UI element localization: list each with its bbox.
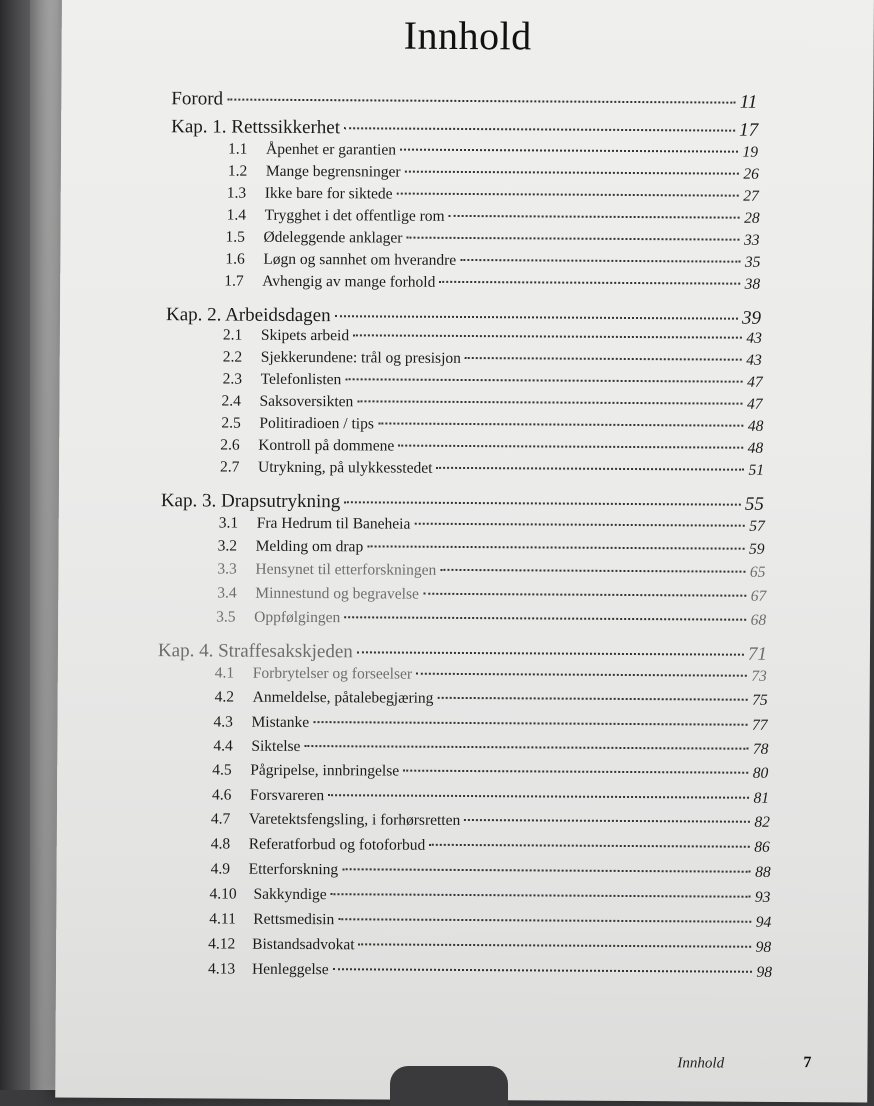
dot-leader bbox=[313, 720, 747, 726]
toc-chapter-row bbox=[171, 88, 757, 114]
toc-page-number: 38 bbox=[744, 275, 761, 293]
dot-leader bbox=[344, 500, 741, 505]
toc-page-number: 11 bbox=[739, 91, 758, 113]
toc-entry-title: Kap. 3. Drapsutrykning bbox=[160, 490, 341, 513]
toc-section-number: 1.5 bbox=[225, 228, 245, 246]
toc-entry-title: Politiradioen / tips bbox=[259, 414, 374, 433]
toc-section-number: 3.2 bbox=[217, 537, 238, 555]
dot-leader bbox=[333, 967, 752, 973]
dot-leader bbox=[423, 592, 746, 597]
toc-section-number: 3.1 bbox=[218, 514, 239, 532]
toc-section-number: 4.4 bbox=[213, 737, 233, 755]
toc-page-number: 48 bbox=[747, 439, 764, 457]
dot-leader bbox=[357, 650, 744, 655]
toc-page-number: 57 bbox=[749, 517, 765, 535]
toc-chapter-row bbox=[158, 640, 767, 666]
toc-page-number: 55 bbox=[744, 493, 764, 515]
dot-leader bbox=[328, 793, 749, 799]
page-number: 7 bbox=[803, 1054, 812, 1072]
finger-shadow bbox=[390, 1066, 508, 1106]
book-spine-shadow bbox=[0, 0, 30, 1090]
toc-section-row bbox=[218, 537, 765, 558]
page-title: Innhold bbox=[403, 12, 532, 59]
toc-entry-title: Henleggelse bbox=[251, 960, 329, 979]
toc-chapter-row bbox=[161, 490, 764, 516]
dot-leader bbox=[464, 818, 750, 823]
toc-page-number: 93 bbox=[754, 888, 771, 906]
toc-page-number: 28 bbox=[744, 209, 760, 227]
dot-leader bbox=[414, 522, 744, 527]
toc-page-number: 27 bbox=[743, 187, 759, 205]
toc-page-number: 67 bbox=[750, 587, 767, 605]
dot-leader bbox=[465, 356, 742, 361]
toc-chapter-row bbox=[171, 116, 758, 142]
toc-page-number: 80 bbox=[752, 764, 769, 782]
toc-section-number: 4.2 bbox=[214, 688, 235, 706]
toc-section-number: 4.1 bbox=[214, 664, 235, 682]
toc-section-row bbox=[215, 664, 767, 685]
toc-entry-title: Oppfølgingen bbox=[254, 608, 341, 627]
toc-section-number: 3.3 bbox=[217, 560, 237, 578]
dot-leader bbox=[344, 615, 746, 620]
dot-leader bbox=[342, 867, 750, 872]
toc-entry-title: Løgn og sannhet om hverandre bbox=[263, 250, 457, 269]
toc-section-number: 2.3 bbox=[222, 370, 243, 388]
toc-entry-title: Pågripelse, innbringelse bbox=[250, 761, 400, 780]
toc-section-row bbox=[213, 737, 768, 758]
toc-entry-title: Ødeleggende anklager bbox=[263, 228, 403, 247]
toc-page-number: 51 bbox=[748, 461, 765, 479]
toc-page-number: 77 bbox=[751, 716, 768, 734]
toc-page-number: 48 bbox=[747, 417, 764, 435]
toc-entry-title: Etterforskning bbox=[248, 860, 339, 879]
toc-section-number: 2.5 bbox=[221, 414, 241, 432]
toc-section-row bbox=[225, 229, 759, 250]
book-page bbox=[55, 0, 874, 1102]
toc-section-number: 4.6 bbox=[212, 786, 232, 804]
toc-section-number: 4.5 bbox=[212, 761, 232, 779]
toc-section-number: 4.11 bbox=[209, 910, 236, 928]
toc-section-number: 1.2 bbox=[227, 162, 248, 180]
toc-page-number: 59 bbox=[749, 540, 765, 558]
running-footer-label: Innhold bbox=[677, 1055, 725, 1072]
dot-leader bbox=[345, 377, 742, 382]
toc-section-row bbox=[219, 514, 765, 535]
dot-leader bbox=[406, 236, 739, 241]
toc-entry-title: Kap. 4. Straffesakskjeden bbox=[157, 640, 353, 663]
toc-page-number: 82 bbox=[754, 813, 770, 831]
toc-section-number: 4.13 bbox=[207, 960, 236, 978]
toc-page-number: 88 bbox=[755, 863, 771, 881]
dot-leader bbox=[403, 769, 748, 774]
dot-leader bbox=[440, 568, 745, 573]
dot-leader bbox=[429, 843, 750, 848]
toc-section-number: 2.4 bbox=[221, 392, 241, 410]
dot-leader bbox=[359, 942, 752, 947]
toc-section-number: 2.2 bbox=[222, 348, 243, 366]
dot-leader bbox=[344, 126, 735, 131]
toc-section-number: 4.7 bbox=[210, 810, 231, 828]
toc-section-row bbox=[212, 761, 768, 782]
toc-section-number: 3.5 bbox=[216, 608, 236, 626]
toc-entry-title: Hensynet til etterforskningen bbox=[255, 560, 437, 579]
toc-page-number: 65 bbox=[749, 563, 766, 581]
dot-leader bbox=[449, 214, 740, 219]
toc-section-number: 2.6 bbox=[220, 436, 240, 454]
toc-entry-title: Bistandsadvokat bbox=[252, 935, 355, 954]
toc-section-row bbox=[217, 584, 766, 605]
toc-entry-title: Kontroll på dommene bbox=[258, 436, 395, 455]
toc-section-number: 1.7 bbox=[224, 272, 244, 290]
toc-section-number: 4.10 bbox=[209, 885, 237, 903]
toc-section-number: 1.3 bbox=[226, 184, 247, 202]
toc-entry-title: Ikke bare for siktede bbox=[264, 184, 393, 203]
toc-section-row bbox=[228, 141, 758, 162]
toc-section-row bbox=[224, 273, 760, 294]
toc-section-row bbox=[227, 207, 760, 228]
toc-entry-title: Kap. 1. Rettssikkerhet bbox=[171, 116, 341, 139]
toc-entry-title: Mistanke bbox=[251, 713, 310, 732]
dot-leader bbox=[460, 258, 740, 263]
toc-section-row bbox=[221, 415, 763, 436]
toc-section-row bbox=[216, 608, 766, 629]
toc-entry-title: Melding om drap bbox=[255, 537, 364, 556]
toc-entry-title: Anmeldelse, påtalebegjæring bbox=[252, 688, 434, 707]
toc-page-number: 86 bbox=[754, 838, 770, 856]
toc-section-row bbox=[228, 163, 759, 184]
toc-entry-title: Varetektsfengsling, i forhørsretten bbox=[248, 810, 461, 829]
toc-section-number: 4.8 bbox=[210, 835, 231, 853]
dot-leader bbox=[416, 672, 747, 677]
toc-page-number: 98 bbox=[755, 938, 772, 956]
dot-leader bbox=[400, 148, 738, 153]
toc-page-number: 35 bbox=[744, 253, 761, 271]
toc-page-number: 78 bbox=[752, 740, 769, 758]
toc-page-number: 47 bbox=[746, 395, 763, 413]
toc-section-row bbox=[223, 327, 762, 348]
toc-entry-title: Minnestund og begravelse bbox=[255, 584, 419, 603]
toc-section-number: 1.1 bbox=[227, 140, 248, 158]
toc-page-number: 81 bbox=[753, 789, 770, 807]
toc-section-row bbox=[225, 251, 760, 272]
toc-section-number: 2.7 bbox=[220, 458, 240, 476]
toc-entry-title: Saksoversikten bbox=[259, 392, 354, 411]
dot-leader bbox=[405, 170, 739, 175]
toc-entry-title: Rettsmedisin bbox=[253, 910, 335, 929]
toc-section-row bbox=[212, 786, 769, 807]
toc-page-number: 43 bbox=[746, 329, 762, 347]
dot-leader bbox=[436, 466, 744, 471]
toc-page-number: 33 bbox=[743, 231, 760, 249]
toc-section-row bbox=[223, 371, 763, 392]
toc-entry-title: Kap. 2. Arbeidsdagen bbox=[165, 304, 331, 327]
toc-section-number: 4.12 bbox=[208, 935, 236, 953]
toc-entry-title: Avhengig av mange forhold bbox=[262, 272, 436, 291]
toc-page-number: 98 bbox=[756, 963, 773, 981]
toc-section-number: 4.9 bbox=[210, 860, 231, 878]
dot-leader bbox=[437, 696, 747, 701]
dot-leader bbox=[335, 314, 738, 319]
toc-section-row bbox=[209, 885, 770, 906]
toc-entry-title: Forsvareren bbox=[250, 786, 325, 805]
toc-entry-title: Skipets arbeid bbox=[260, 326, 350, 345]
toc-page-number: 94 bbox=[755, 913, 772, 931]
toc-section-row bbox=[209, 910, 771, 931]
toc-page-number: 39 bbox=[741, 307, 762, 329]
toc-section-row bbox=[211, 860, 771, 881]
dot-leader bbox=[378, 421, 743, 426]
dot-leader bbox=[227, 98, 736, 104]
toc-section-number: 4.3 bbox=[213, 713, 233, 731]
toc-section-row bbox=[223, 349, 762, 370]
toc-section-number: 3.4 bbox=[217, 584, 237, 602]
toc-entry-title: Sakkyndige bbox=[253, 885, 327, 904]
toc-section-row bbox=[217, 560, 765, 581]
toc-page-number: 68 bbox=[750, 611, 767, 629]
toc-entry-title: Siktelse bbox=[251, 737, 301, 755]
toc-section-number: 2.1 bbox=[222, 326, 243, 344]
dot-leader bbox=[397, 192, 739, 197]
toc-page-number: 47 bbox=[747, 373, 763, 391]
dot-leader bbox=[353, 333, 742, 338]
toc-entry-title: Referatforbud og fotoforbud bbox=[248, 835, 426, 854]
toc-section-row bbox=[213, 713, 767, 734]
dot-leader bbox=[439, 280, 740, 285]
toc-section-row bbox=[227, 185, 759, 206]
toc-section-row bbox=[208, 935, 771, 956]
toc-entry-title: Trygghet i det offentlige rom bbox=[264, 206, 445, 225]
toc-section-row bbox=[220, 458, 764, 479]
toc-entry-title: Sjekkerundene: trål og presisjon bbox=[260, 348, 461, 367]
toc-page-number: 17 bbox=[739, 119, 759, 141]
toc-entry-title: Forbrytelser og forseelser bbox=[252, 664, 413, 683]
toc-page-number: 73 bbox=[751, 667, 767, 685]
toc-section-row bbox=[208, 960, 772, 981]
toc-page-number: 43 bbox=[746, 351, 762, 369]
toc-entry-title: Fra Hedrum til Baneheia bbox=[256, 514, 411, 533]
dot-leader bbox=[338, 917, 751, 923]
toc-section-row bbox=[220, 436, 763, 457]
toc-section-row bbox=[221, 393, 762, 414]
toc-section-row bbox=[211, 835, 770, 856]
toc-entry-title: Forord bbox=[171, 88, 224, 110]
toc-page-number: 71 bbox=[747, 643, 768, 665]
dot-leader bbox=[304, 744, 748, 750]
toc-section-row bbox=[215, 688, 768, 709]
dot-leader bbox=[398, 444, 743, 449]
toc-page-number: 75 bbox=[752, 691, 768, 709]
dot-leader bbox=[357, 399, 742, 404]
toc-entry-title: Mange begrensninger bbox=[265, 162, 401, 181]
toc-entry-title: Utrykning, på ulykkesstedet bbox=[258, 458, 433, 477]
toc-section-number: 1.6 bbox=[225, 250, 245, 268]
toc-page-number: 26 bbox=[743, 165, 759, 183]
toc-section-row bbox=[211, 810, 770, 831]
toc-page-number: 19 bbox=[742, 143, 759, 161]
toc-entry-title: Telefonlisten bbox=[260, 370, 342, 389]
dot-leader bbox=[367, 544, 744, 549]
dot-leader bbox=[331, 892, 751, 898]
toc-entry-title: Åpenhet er garantien bbox=[265, 140, 397, 159]
toc-section-number: 1.4 bbox=[226, 206, 247, 224]
